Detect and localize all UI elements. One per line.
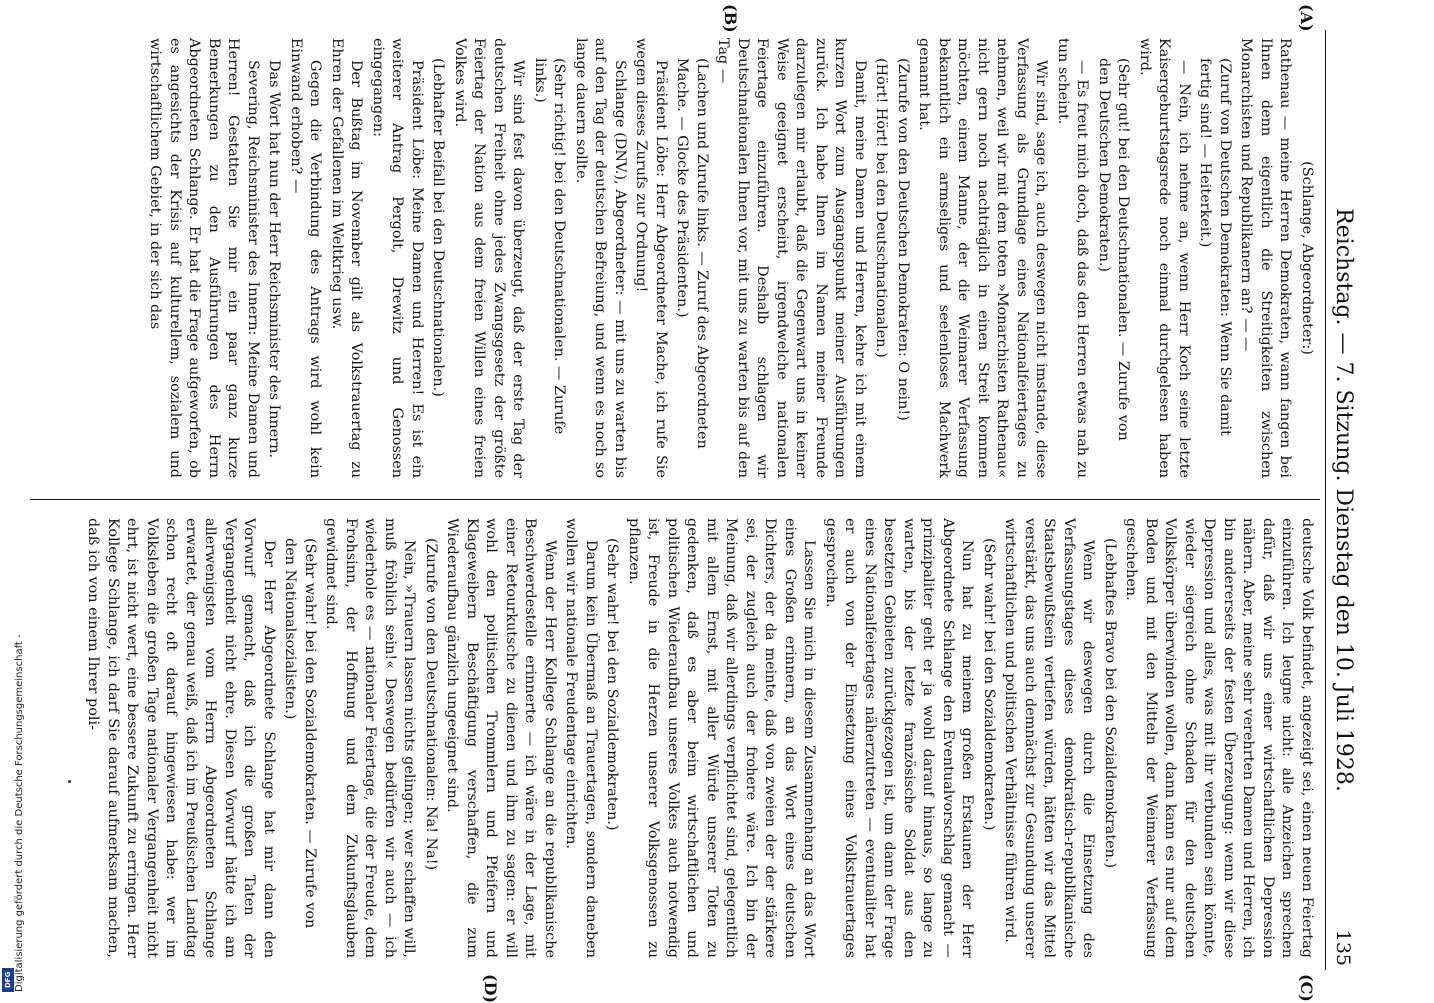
paragraph: Das Wort hat nun der Herr Reichsminister des Innern. (266, 60, 283, 459)
interjection: (Sehr wahr! bei den Sozialdemokraten.) (981, 538, 997, 831)
paragraph: deutsche Volk befindet, angezeigt sei, einen neuen Feiertag einzuführen. Ich leugne nicht: alle Anzeichen sprechen dafür, daß wir uns einer wirtschaftlichen Depression nähern. Aber, meine sehr verehrten Damen und Herren, ich bin andererseits der festen Überzeugung: wenn wir diese Depression und alles, was mit ihr verbunden sein könnte, wieder siegreich ohne Schaden für den deutschen Volkskörper überwinden wollen, dann kann es nur auf dem Boden und mit den Mitteln der Weimarer Verfassung geschehen. (1123, 518, 1315, 958)
right-column (81, 518, 1316, 958)
margin-mark-c: (C) (1297, 974, 1316, 1002)
paragraph: (Schlange, Abgeordneter:) (1299, 161, 1315, 355)
interjection: (Zurufe von den Deutschen Demokraten: O nein!) (895, 58, 911, 421)
dfg-logo: DFG (2, 968, 14, 992)
paragraph: Gegen die Verbindung des Antrags wird wohl kein Einwand erhoben? — (288, 38, 324, 478)
paragraph: Wenn der Herr Kollege Schlange an die republikanische Beschwerdestelle erinnerte — ich wäre in der Lage, mit einer Retourkutsche zu dienen und ihm zu sagen: er will wohl den politischen Trommlern und Pfeifern und Klageweibern Beschäftigung verschaffen, die zum Wiederaufbau gänzlich ungeeignet sind. (444, 518, 558, 958)
margin-mark-a: (A) (1297, 4, 1316, 32)
left-column (143, 38, 1316, 478)
paragraph: Wenn wir deswegen durch die Einsetzung des Verfassungstages dieses demokratisch-republikanische Staatsbewußtsein vertiefen würden, hätten wir das Mittel verstärkt, das uns auch demnächst zur Gesundung unserer wirtschaftlichen und politischen Verhältnisse führen wird. (1002, 518, 1097, 958)
interjection: (Sehr wahr! bei den Sozialdemokraten.) (604, 538, 621, 831)
paragraph: Darum kein Übermaß an Trauertagen, sondern daneben wollen wir nationale Freudentage einrichten. (563, 518, 599, 958)
paragraph: Präsident Löbe: Meine Damen und Herren! Es ist ein weiterer Antrag Pergolt, Drewitz und Genossen eingegangen: (370, 38, 425, 478)
paragraph: — Es freut mich doch, daß das den Herren etwas nah zu tun scheint. (1055, 38, 1091, 478)
paragraph: Nun hat zu meinem großen Erstaunen der Herr Abgeordnete Schlange den Eventualvorschlag gemacht — prinzipaliter geht er ja wohl darauf hinaus, so lange zu warten, bis der letzte französische Soldat aus den besetzten Gebieten zurückgezogen ist, um dann der Frage eines Nationalfeiertages näherzutreten — eventualiter hat er auch von der Einsetzung eines Volkstrauertages gesprochen. (823, 518, 976, 958)
running-title: Reichstag. — 7. Sitzung. Dienstag den 10. Juli 1928. (1331, 208, 1356, 792)
paragraph: Lassen Sie mich in diesem Zusammenhang an das Wort eines Großen erinnern, an das Wort eines deutschen Dichters, der da meinte, daß von zweien der der stärkere sei, der zugleich auch der frohere wäre. Ich bin der Meinung, daß wir allerdings verpflichtet sind, gelegentlich mit allem Ernst, mit aller Würde unserer Toten zu gedenken, daß es aber beim wirtschaftlichen und politischen Wiederaufbau unseres Volkes auch notwendig ist, Freude in die Herzen unserer Volksgenossen zu pflanzen. (626, 518, 818, 958)
paragraph: — Nein, ich nehme an, wenn Herr Koch seine letzte Kaisergeburtstagsrede noch einmal durchgelesen haben wird. (1137, 38, 1192, 478)
interjection: (Sehr richtig! bei den Deutschnationalen. — Zurufe links.) (532, 58, 568, 435)
paragraph: Schlange (DNV.), Abgeordneter: — mit uns zu warten bis auf den Tag der deutschen Befreiung, und wenn es noch so lange dauern sollte. (573, 38, 628, 478)
paragraph: Damit, meine Damen und Herren, kehre ich mit einem kurzen Wort zum Ausgangspunkt meiner Ausführungen zurück. Ich habe Ihnen im Namen meiner Freunde darzulegen mir erlaubt, daß die Gegenwart uns in keiner Weise geeignet erscheint, irgendwelche nationalen Feiertage einzuführen. Deshalb schlagen wir Deutschnationalen Ihnen vor, mit uns zu warten bis auf den Tag — (715, 38, 868, 478)
interjection: (Hört! Hört! bei den Deutschnationalen.) (873, 58, 890, 358)
page-number: 135 (1332, 929, 1354, 966)
paragraph: Nein, »Trauern lassen nichts gelingen; wer schaffen will, muß fröhlich sein!« Deswegen bedürfen wir auch — ich wiederhole es — nationaler Feiertage, die der Freude, dem Frohsinn, der Hoffnung und dem Zukunftsglauben gewidmet sind. (323, 518, 418, 958)
paragraph: Präsident Löbe: Herr Abgeordneter Mache, ich rufe Sie wegen dieses Zurufs zur Ordnung! (633, 38, 669, 478)
interjection: (Sehr wahr! bei den Sozialdemokraten. — Zurufe von den Nationalsozialisten.) (282, 538, 318, 929)
interjection: (Sehr gut! bei den Deutschnationalen. — Zurufe von den Deutschen Demokraten.) (1096, 58, 1132, 441)
scan-speck (68, 780, 71, 783)
interjection: (Zuruf von Deutschen Demokraten: Wenn Sie damit fertig sind! — Heiterkeit.) (1197, 58, 1233, 436)
margin-mark-b: (B) (721, 4, 740, 33)
margin-mark-d: (D) (481, 974, 500, 1003)
page-header (1325, 30, 1360, 970)
interjection: (Lebhafter Beifall bei den Deutschnationalen.) (430, 58, 447, 397)
rotated-document-sheet (20, 4, 1360, 1003)
paragraph: Severing, Reichsminister des Innern: Meine Damen und Herren! Gestatten Sie mir ein paar ganz kurze Bemerkungen zu den Ausführungen des Herrn Abgeordneten Schlange. Er hat die Frage aufgeworfen, ob es angesichts der Krisis auf kulturellem, sozialem und wirtschaftlichem Gebiet, in der sich das (147, 38, 261, 478)
paragraph: Der Herr Abgeordnete Schlange hat mir dann den Vorwurf gemacht, daß ich die großen Taten der Vergangenheit nicht ehre. Diesen Vorwurf hätte ich am allerwenigsten vom Herrn Abgeordneten Schlange erwartet, der genau weiß, daß ich im Preußischen Landtag schon recht oft darauf hingewiesen habe: wer im Volksleben die großen Tage nationaler Vergangenheit nicht ehrt, ist nicht wert, eine bessere Zukunft zu erringen. Herr Kollege Schlange, ich darf Sie darauf aufmerksam machen, daß ich von einem Ihrer poli- (85, 518, 277, 958)
paragraph: Wir sind, sage ich, auch deswegen nicht imstande, diese Verfassung als Grundlage eines Nationalfeiertages zu nehmen, weil wir mit dem toten »Monarchisten Rathenau« nicht gern noch nachträglich in einen Streit kommen möchten, einem Manne, der die Weimarer Verfassung bekanntlich ein armseliges und seelenloses Machwerk genannt hat. (916, 38, 1050, 478)
digitization-credit: Digitalisierung gefördert durch die Deutsche Forschungsgemeinschaft - (14, 634, 25, 992)
interjection: (Lachen und Zurufe links. — Zuruf des Abgeordneten Mache. — Glocke des Präsidenten.) (674, 58, 710, 449)
interjection: (Lebhaftes Bravo bei den Sozialdemokraten.) (1102, 538, 1118, 869)
column-divider (30, 499, 1320, 500)
paragraph: Rathenau — meine Herren Demokraten, wann fangen bei Ihnen denn eigentlich die Streitigkeiten zwischen Monarchisten und Republikanern an? — — (1238, 38, 1294, 478)
paragraph: Wir sind fest davon überzeugt, daß der erste Tag der deutschen Freiheit ohne jedes Zwangsgesetz der größte Feiertag der Nation aus dem freien Willen eines freien Volkes wird. (452, 38, 527, 478)
paragraph: Der Bußtag im November gilt als Volkstrauertag zu Ehren der Gefallenen im Weltkrieg usw. (329, 38, 365, 478)
interjection: (Zurufe von den Deutschnationalen: Na! Na!) (423, 538, 439, 871)
